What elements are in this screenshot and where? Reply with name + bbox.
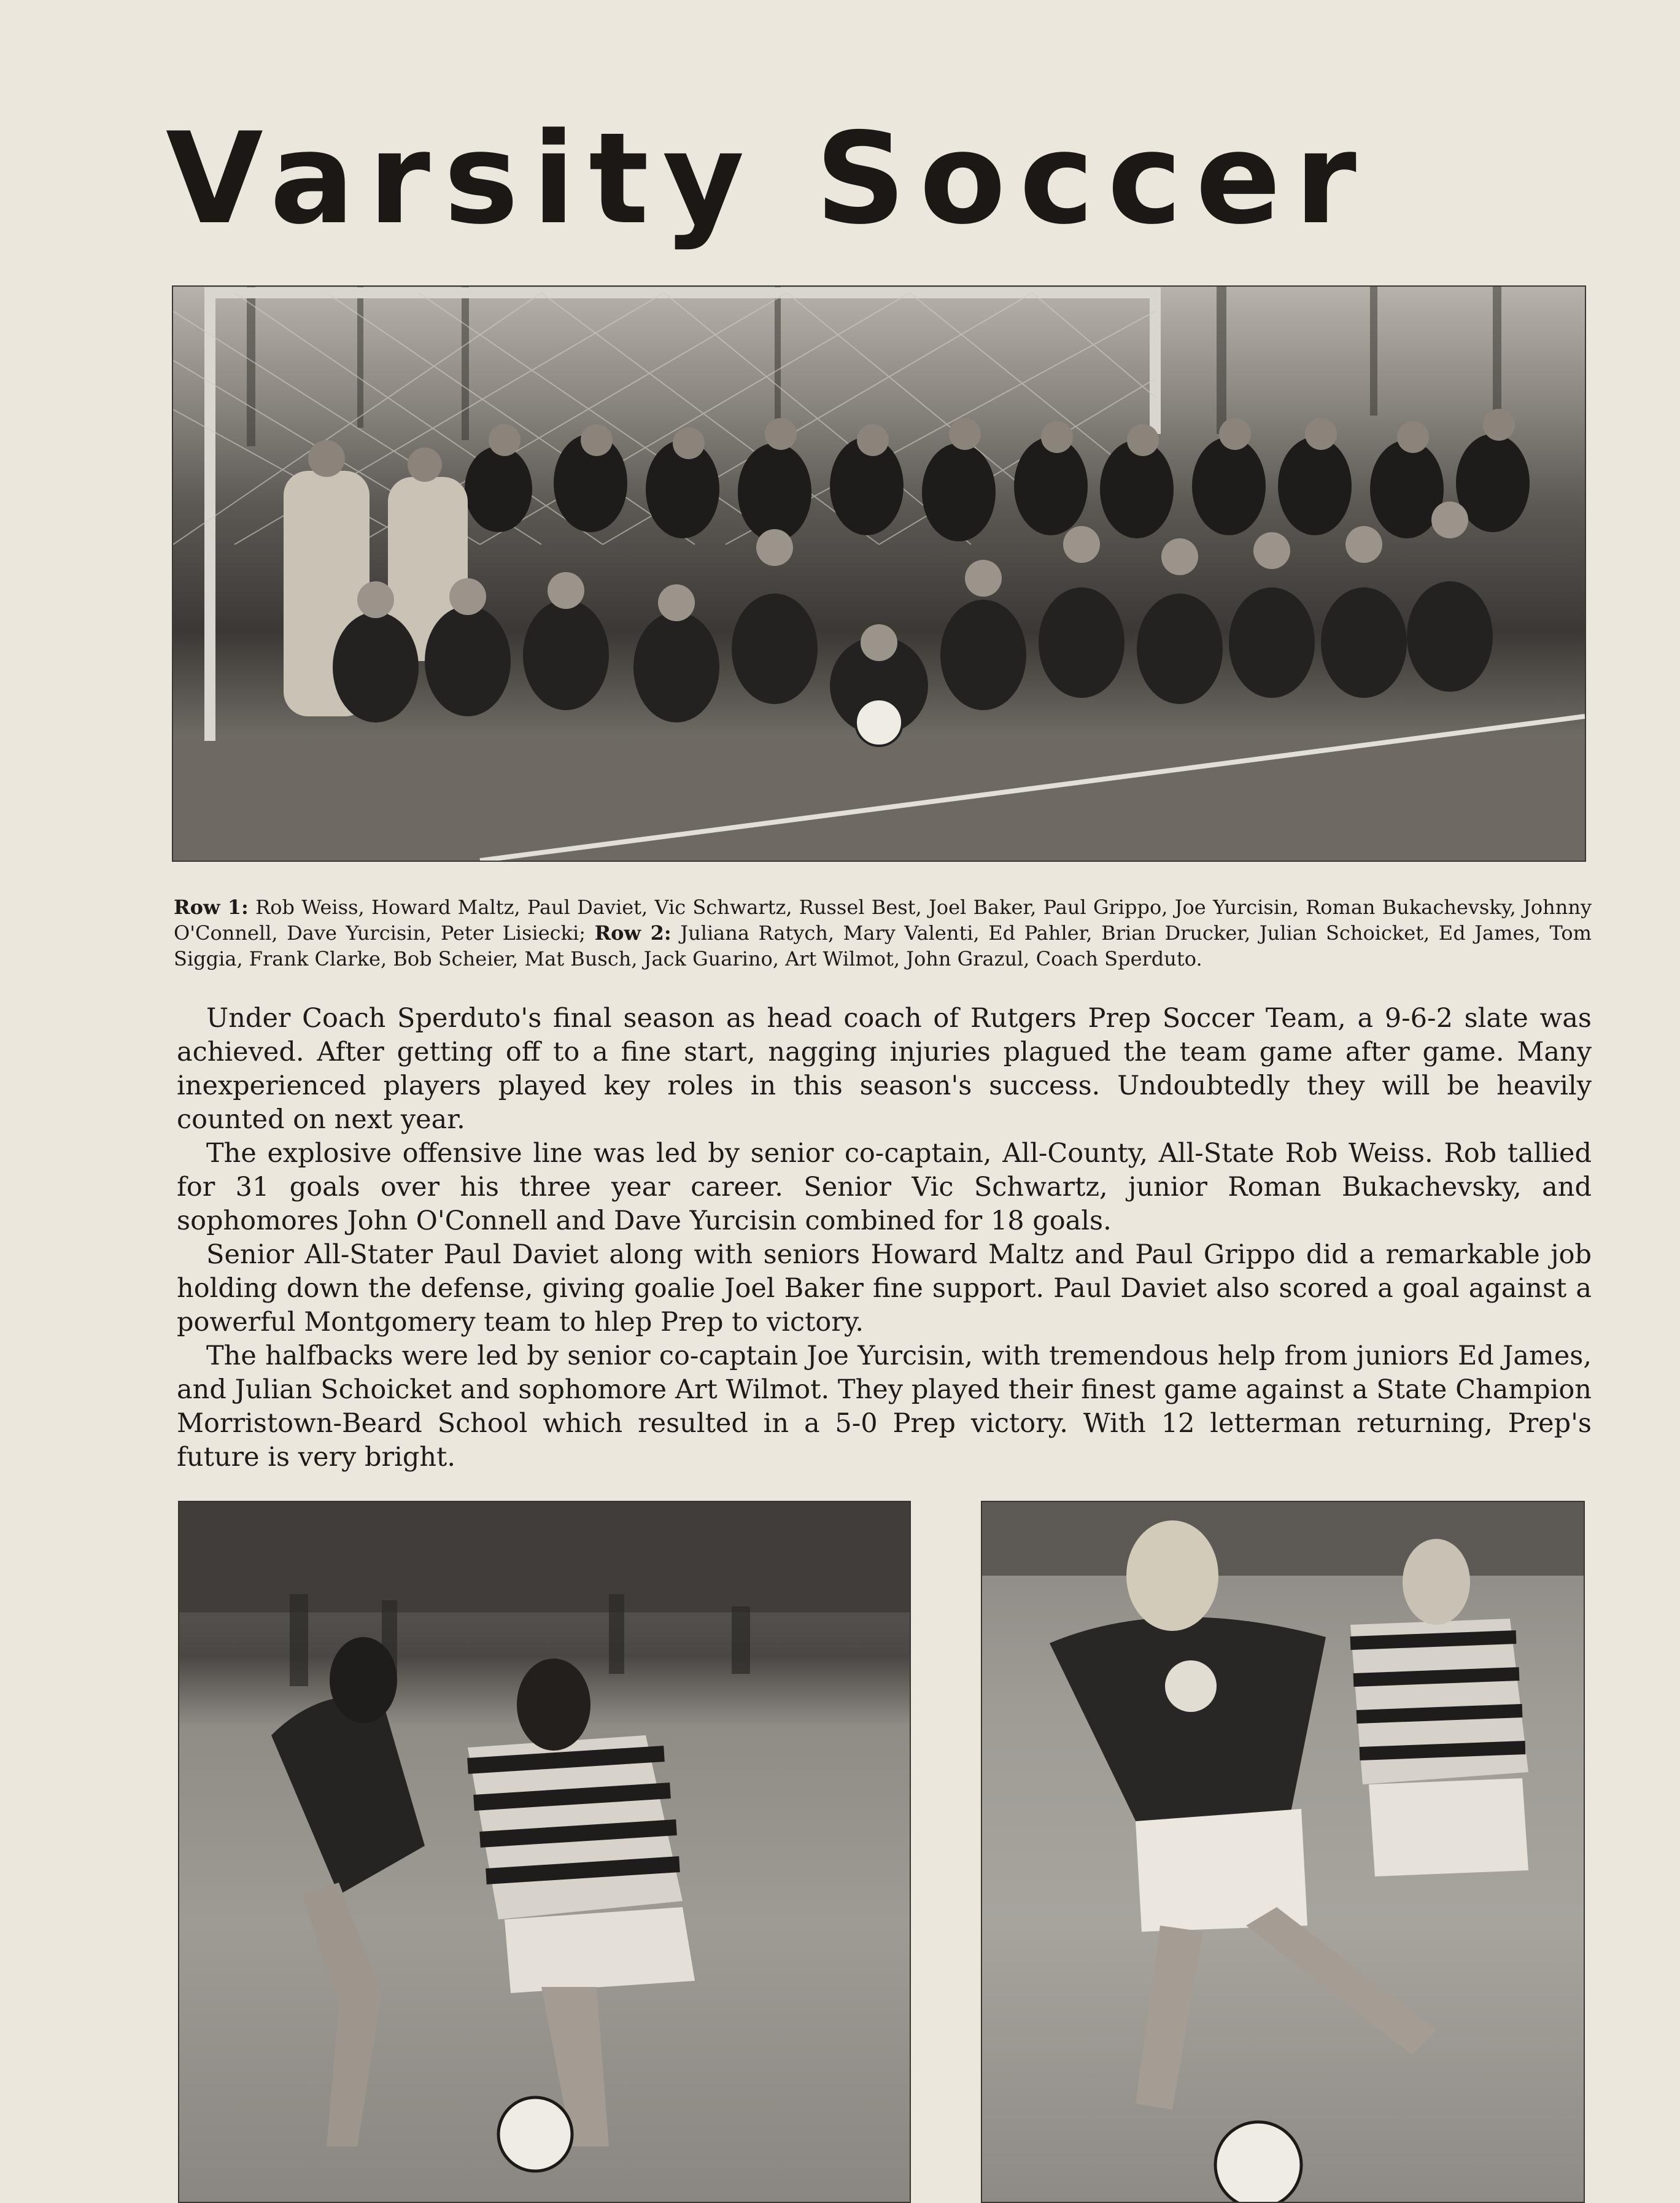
article-paragraph: Senior All-Stater Paul Daviet along with seniors Howard Maltz and Paul Grippo did a remarkable job holding down the defense, giving goalie Joel Baker fine support. Paul Daviet also scored a goal against a powerful Montgomery team to hlep Prep to victory. [177,1239,1592,1338]
article-paragraph: Under Coach Sperduto's final season as head coach of Rutgers Prep Soccer Team, a 9-6-2 slate was achieved. After getting off to a fine start, nagging injuries plagued the team game after game. Many inexperienced players played key roles in this season's success. Undoubtedly they will be heavily counted on next year. [177,1003,1592,1135]
article-paragraph: The halfbacks were led by senior co-captain Joe Yurcisin, with tremendous help from juniors Ed James, and Julian Schoicket and sophomore Art Wilmot. They played their finest game against a State Champion Morristown-Beard School which resulted in a 5-0 Prep victory. With 12 letterman returning, Prep's future is very bright. [177,1341,1592,1473]
action-photo-right [981,1501,1585,2203]
page-title: Varsity Soccer [166,106,1370,252]
action-photo-left-illustration [179,1502,910,2202]
caption-row1-names: Rob Weiss, Howard Maltz, Paul Daviet, Vic Schwartz, Russel Best, Joel Baker, Paul Grippo, Joe Yurcisin, Roman Bukachevsky, Johnny O'Connell, Dave Yurcisin, Peter Lisiecki; [174,896,1592,945]
caption-row1-label: Row 1: [174,896,249,919]
action-photo-left [178,1501,911,2203]
team-photo [172,285,1586,862]
team-photo-illustration [173,287,1585,861]
action-photo-right-illustration [982,1502,1584,2202]
article-body [177,1002,1592,1474]
team-photo-caption [174,894,1592,972]
caption-row2-label: Row 2: [594,921,672,945]
article-paragraph: The explosive offensive line was led by senior co-captain, All-County, All-State Rob Weiss. Rob tallied for 31 goals over his three year career. Senior Vic Schwartz, junior Roman Bukachevsky, and sophomores John O'Connell and Dave Yurcisin combined for 18 goals. [177,1138,1592,1236]
caption-row2-names: Juliana Ratych, Mary Valenti, Ed Pahler, Brian Drucker, Julian Schoicket, Ed James, Tom Siggia, Frank Clarke, Bob Scheier, Mat Busch, Jack Guarino, Art Wilmot, John Grazul, Coach Sperduto. [174,921,1592,970]
